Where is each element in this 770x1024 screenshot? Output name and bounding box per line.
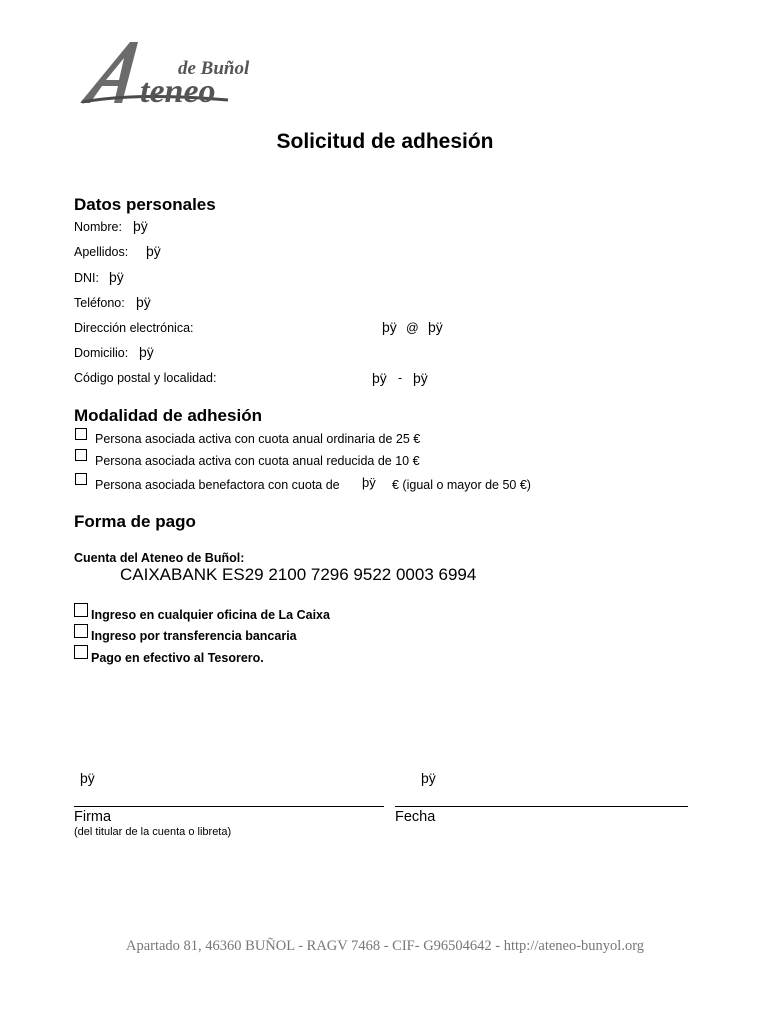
domicilio-label: Domicilio: (74, 346, 129, 360)
pago-oficina-checkbox[interactable] (74, 603, 88, 617)
page-title: Solicitud de adhesión (276, 130, 494, 153)
modalidad-benefactora-label: Persona asociada benefactora con cuota de (95, 478, 340, 492)
email-domain-field[interactable]: þÿ (428, 319, 443, 335)
section-heading-modalidad: Modalidad de adhesión (74, 406, 262, 425)
telefono-field[interactable]: þÿ (136, 294, 151, 310)
email-label: Dirección electrónica: (74, 321, 194, 335)
pago-transferencia-label: Ingreso por transferencia bancaria (91, 629, 297, 643)
locality-field[interactable]: þÿ (413, 370, 428, 386)
cp-label: Código postal y localidad: (74, 371, 217, 385)
apellidos-label: Apellidos: (74, 245, 129, 259)
account-number: CAIXABANK ES29 2100 7296 9522 0003 6994 (120, 565, 477, 584)
email-at-sign: @ (406, 321, 419, 335)
pago-efectivo-checkbox[interactable] (74, 645, 88, 659)
firma-label: Firma (74, 809, 112, 825)
modalidad-benefactora-checkbox[interactable] (75, 473, 87, 485)
ateneo-logo (78, 40, 260, 108)
firma-sublabel: (del titular de la cuenta o libreta) (74, 826, 232, 838)
nombre-field[interactable]: þÿ (133, 218, 148, 234)
firma-line (74, 806, 384, 807)
modalidad-ordinaria-checkbox[interactable] (75, 428, 87, 440)
ateneo-logo-graphic (78, 40, 260, 108)
dni-field[interactable]: þÿ (109, 269, 124, 285)
benefactora-suffix: € (igual o mayor de 50 €) (392, 478, 531, 492)
telefono-label: Teléfono: (74, 296, 125, 310)
fecha-label: Fecha (395, 809, 436, 825)
nombre-label: Nombre: (74, 220, 122, 234)
dni-label: DNI: (74, 271, 99, 285)
benefactora-amount-field[interactable]: þÿ (362, 475, 376, 490)
pago-transferencia-checkbox[interactable] (74, 624, 88, 638)
pago-oficina-label: Ingreso en cualquier oficina de La Caixa (91, 608, 330, 622)
modalidad-ordinaria-label: Persona asociada activa con cuota anual ordinaria de 25 € (95, 432, 421, 446)
firma-field[interactable]: þÿ (80, 770, 95, 786)
cp-separator: - (398, 371, 403, 385)
email-user-field[interactable]: þÿ (382, 319, 397, 335)
section-heading-personal: Datos personales (74, 195, 216, 214)
fecha-line (395, 806, 688, 807)
domicilio-field[interactable]: þÿ (139, 344, 154, 360)
footer-address: Apartado 81, 46360 BUÑOL - RAGV 7468 - CIF- G96504642 - http://ateneo-bunyol.org (125, 938, 645, 954)
logo-text-teneo: teneo (140, 73, 216, 108)
postal-code-field[interactable]: þÿ (372, 370, 387, 386)
pago-efectivo-label: Pago en efectivo al Tesorero. (91, 651, 264, 665)
account-label: Cuenta del Ateneo de Buñol: (74, 551, 245, 565)
fecha-field[interactable]: þÿ (421, 770, 436, 786)
logo-text-de-bunol: de Buñol (178, 58, 250, 79)
apellidos-field[interactable]: þÿ (146, 243, 161, 259)
modalidad-reducida-label: Persona asociada activa con cuota anual reducida de 10 € (95, 454, 420, 468)
modalidad-reducida-checkbox[interactable] (75, 449, 87, 461)
section-heading-pago: Forma de pago (74, 512, 196, 531)
